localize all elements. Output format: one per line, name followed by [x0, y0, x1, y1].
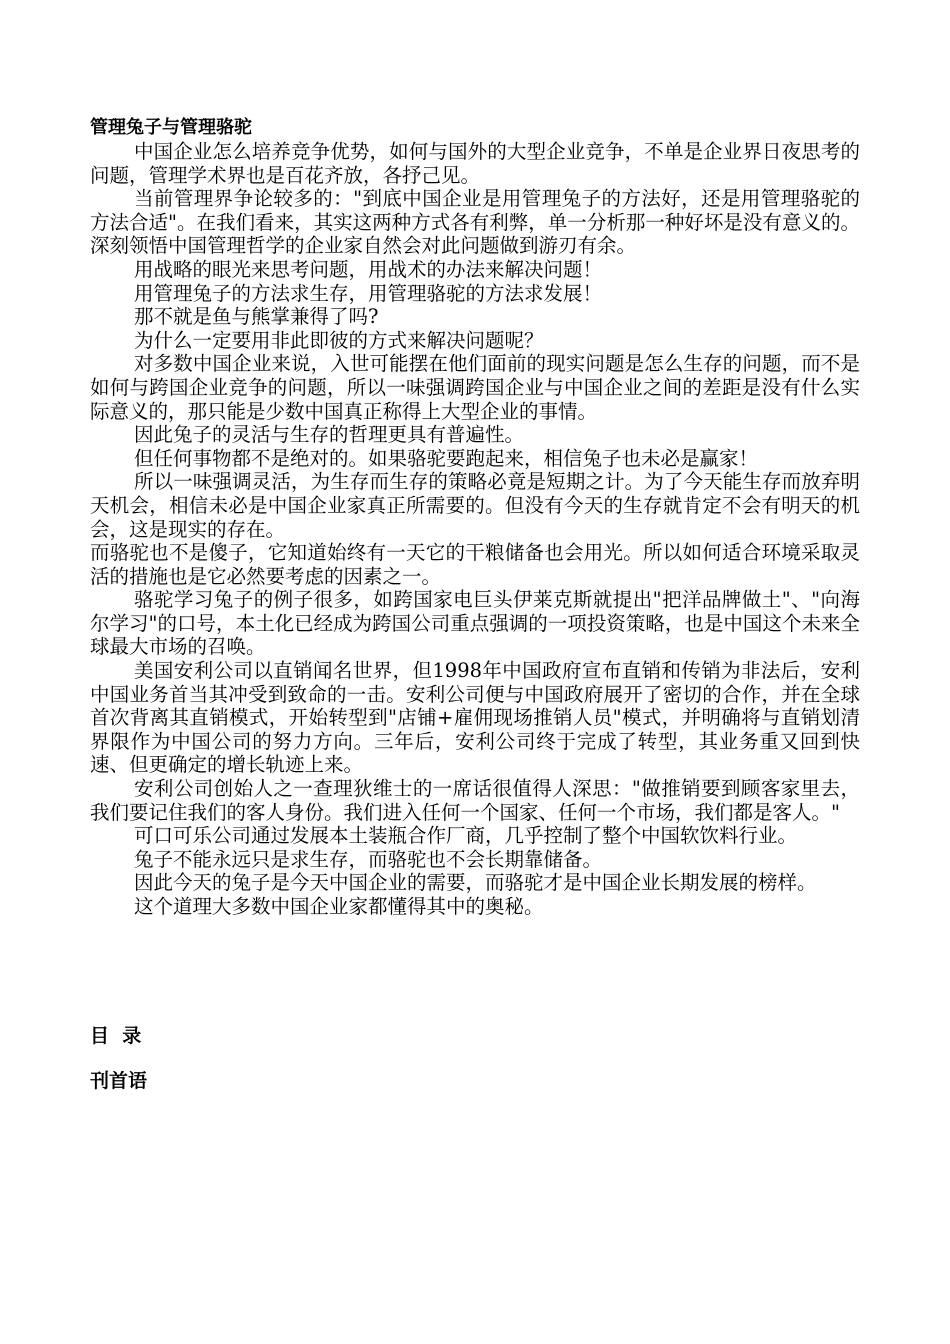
- body-paragraph: 因此今天的兔子是今天中国企业的需要，而骆驼才是中国企业长期发展的榜样。: [134, 871, 817, 895]
- body-paragraph: 而骆驼也不是傻子，它知道始终有一天它的干粮储备也会用光。所以如何适合环境采取灵活的措施也是它必然要考虑的因素之一。: [90, 541, 860, 588]
- body-paragraph: 这个道理大多数中国企业家都懂得其中的奥秘。: [134, 895, 544, 918]
- body-paragraph: 为什么一定要用非此即彼的方式来解决问题呢？: [134, 328, 544, 352]
- body-paragraph: 兔子不能永远只是求生存，而骆驼也不会长期靠储备。: [134, 847, 603, 871]
- body-paragraph: 但任何事物都不是绝对的。如果骆驼要跑起来，相信兔子也未必是赢家！: [134, 446, 759, 470]
- article-body: [90, 140, 860, 919]
- toc-heading: 目 录: [90, 1025, 142, 1047]
- body-paragraph: 可口可乐公司通过发展本土装瓶合作厂商，几乎控制了整个中国软饮料行业。: [134, 824, 798, 848]
- article-title: 管理兔子与管理骆驼: [90, 117, 252, 138]
- body-paragraph: 美国安利公司以直销闻名世界，但1998年中国政府宣布直销和传销为非法后，安利中国业务首当其冲受到致命的一击。安利公司便与中国政府展开了密切的合作，并在全球首次背离其直销模式，开始转型到"店铺+雇佣现场推销人员"模式，并明确将与直销划清界限作为中国公司的努力方向。三年后，安利公司终于完成了转型，其业务重又回到快速、但更确定的增长轨迹上来。: [90, 659, 860, 777]
- body-paragraph: 用战略的眼光来思考问题，用战术的办法来解决问题！: [134, 257, 603, 281]
- document-page: [90, 116, 860, 919]
- body-paragraph: 用管理兔子的方法求生存，用管理骆驼的方法求发展！: [134, 281, 603, 305]
- body-paragraph: 中国企业怎么培养竞争优势，如何与国外的大型企业竞争，不单是企业界日夜思考的问题，管理学术界也是百花齐放，各抒己见。: [90, 140, 860, 187]
- body-paragraph: 骆驼学习兔子的例子很多，如跨国家电巨头伊莱克斯就提出"把洋品牌做土"、"向海尔学习"的口号，本土化已经成为跨国公司重点强调的一项投资策略，也是中国这个未来全球最大市场的召唤。: [90, 588, 860, 659]
- body-paragraph: 当前管理界争论较多的："到底中国企业是用管理兔子的方法好，还是用管理骆驼的方法合适"。在我们看来，其实这两种方式各有利弊，单一分析那一种好坏是没有意义的。深刻领悟中国管理哲学的企业家自然会对此问题做到游刃有余。: [90, 187, 860, 258]
- body-paragraph: 所以一味强调灵活，为生存而生存的策略必竟是短期之计。为了今天能生存而放弃明天机会，相信未必是中国企业家真正所需要的。但没有今天的生存就肯定不会有明天的机会，这是现实的存在。: [90, 470, 860, 541]
- body-paragraph: 对多数中国企业来说，入世可能摆在他们面前的现实问题是怎么生存的问题，而不是如何与跨国企业竞争的问题，所以一味强调跨国企业与中国企业之间的差距是没有什么实际意义的，那只能是少数中国真正称得上大型企业的事情。: [90, 352, 860, 423]
- body-paragraph: 因此兔子的灵活与生存的哲理更具有普遍性。: [134, 423, 525, 447]
- toc-section-preface: 刊首语: [90, 1070, 148, 1092]
- body-paragraph: 安利公司创始人之一查理狄维士的一席话很值得人深思："做推销要到顾客家里去，我们要记住我们的客人身份。我们进入任何一个国家、任何一个市场，我们都是客人。": [90, 777, 860, 824]
- body-paragraph: 那不就是鱼与熊掌兼得了吗?: [134, 305, 379, 329]
